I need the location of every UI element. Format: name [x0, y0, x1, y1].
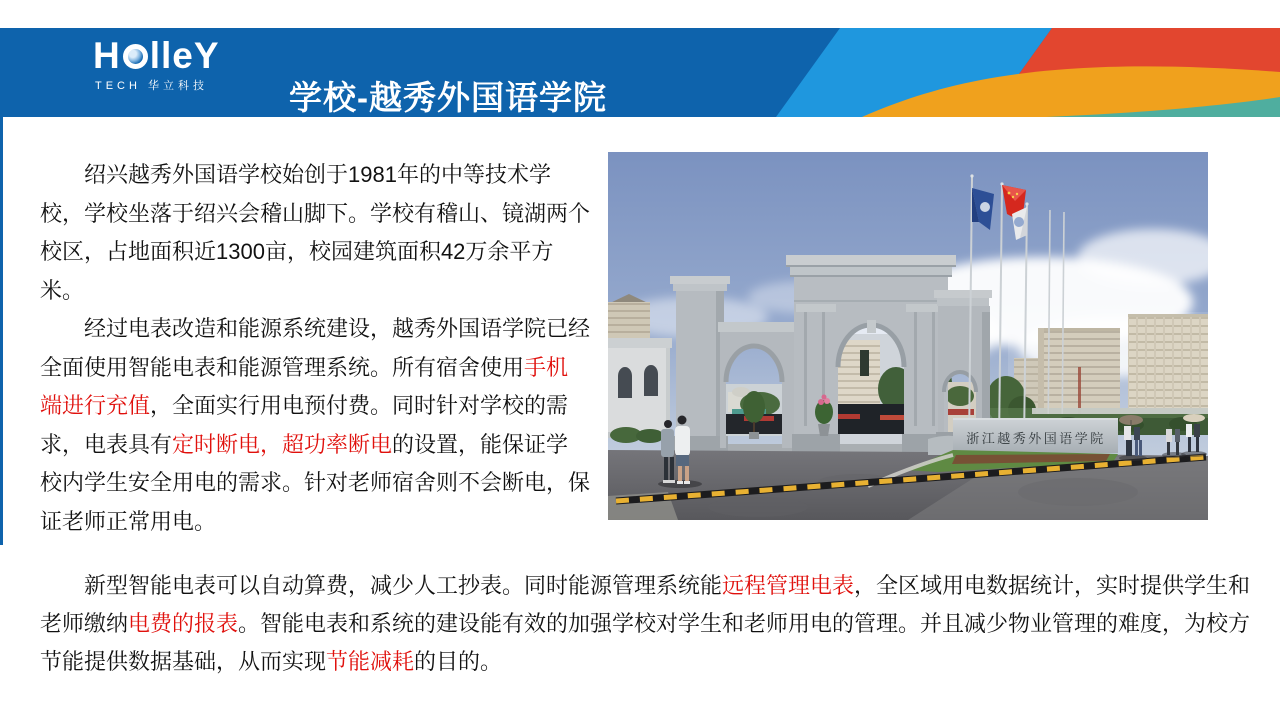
- body-text: ，全面实行用电预付费。同时针对学校的需求，电表具有: [40, 393, 569, 457]
- highlighted-text: 手机端进行充值: [40, 354, 569, 418]
- holley-logo: [93, 36, 220, 93]
- summary-text-block: [40, 567, 1252, 681]
- left-accent-strip: [0, 117, 3, 545]
- paragraph-school-intro: [40, 156, 590, 310]
- highlighted-text: 定时断电，超功率断电: [172, 431, 393, 457]
- logo-letter-h: H: [93, 35, 121, 76]
- holley-ring-icon: [123, 44, 148, 69]
- highlighted-text: 节能减耗: [326, 649, 415, 674]
- holley-logo-brand: [93, 36, 220, 76]
- highlighted-text: 远程管理电表: [722, 573, 855, 598]
- intro-text-block: [40, 156, 590, 541]
- campus-gate-photo: [608, 152, 1208, 520]
- page-title: 学校-越秀外国语学院: [289, 79, 607, 116]
- body-text: 的设置，能保证学校内学生安全用电的需求。针对老师宿舍则不会断电，保证老师正常用电。: [40, 431, 591, 534]
- body-text: ，全区域用电数据统计，实时提供学生和老师缴纳: [40, 573, 1251, 636]
- body-text: 经过电表改造和能源系统建设，越秀外国语学院已经全面使用智能电表和能源管理系统。所有宿舍使用: [40, 316, 591, 380]
- body-text: 的目的。: [414, 649, 503, 674]
- paragraph-smart-meter-benefits: [40, 567, 1252, 681]
- body-text: 新型智能电表可以自动算费，减少人工抄表。同时能源管理系统能: [84, 573, 723, 598]
- body-text: 。智能电表和系统的建设能有效的加强学校对学生和老师用电的管理。并且减少物业管理的难度，为校方节能提供数据基础，从而实现: [40, 611, 1251, 674]
- logo-letters-rest: lleY: [149, 35, 220, 76]
- sign-calligraphy-text: 浙江越秀外国语学院: [966, 431, 1106, 446]
- holley-logo-subtitle: TECH 华立科技: [95, 80, 208, 92]
- highlighted-text: 电费的报表: [128, 611, 239, 636]
- header-bar: [0, 28, 1280, 117]
- paragraph-meter-upgrade: [40, 310, 590, 541]
- body-text: 绍兴越秀外国语学校始创于1981年的中等技术学校，学校坐落于绍兴会稽山脚下。学校有稽山、镜湖两个校区，占地面积近1300亩，校园建筑面积42万余平方米。: [40, 162, 591, 303]
